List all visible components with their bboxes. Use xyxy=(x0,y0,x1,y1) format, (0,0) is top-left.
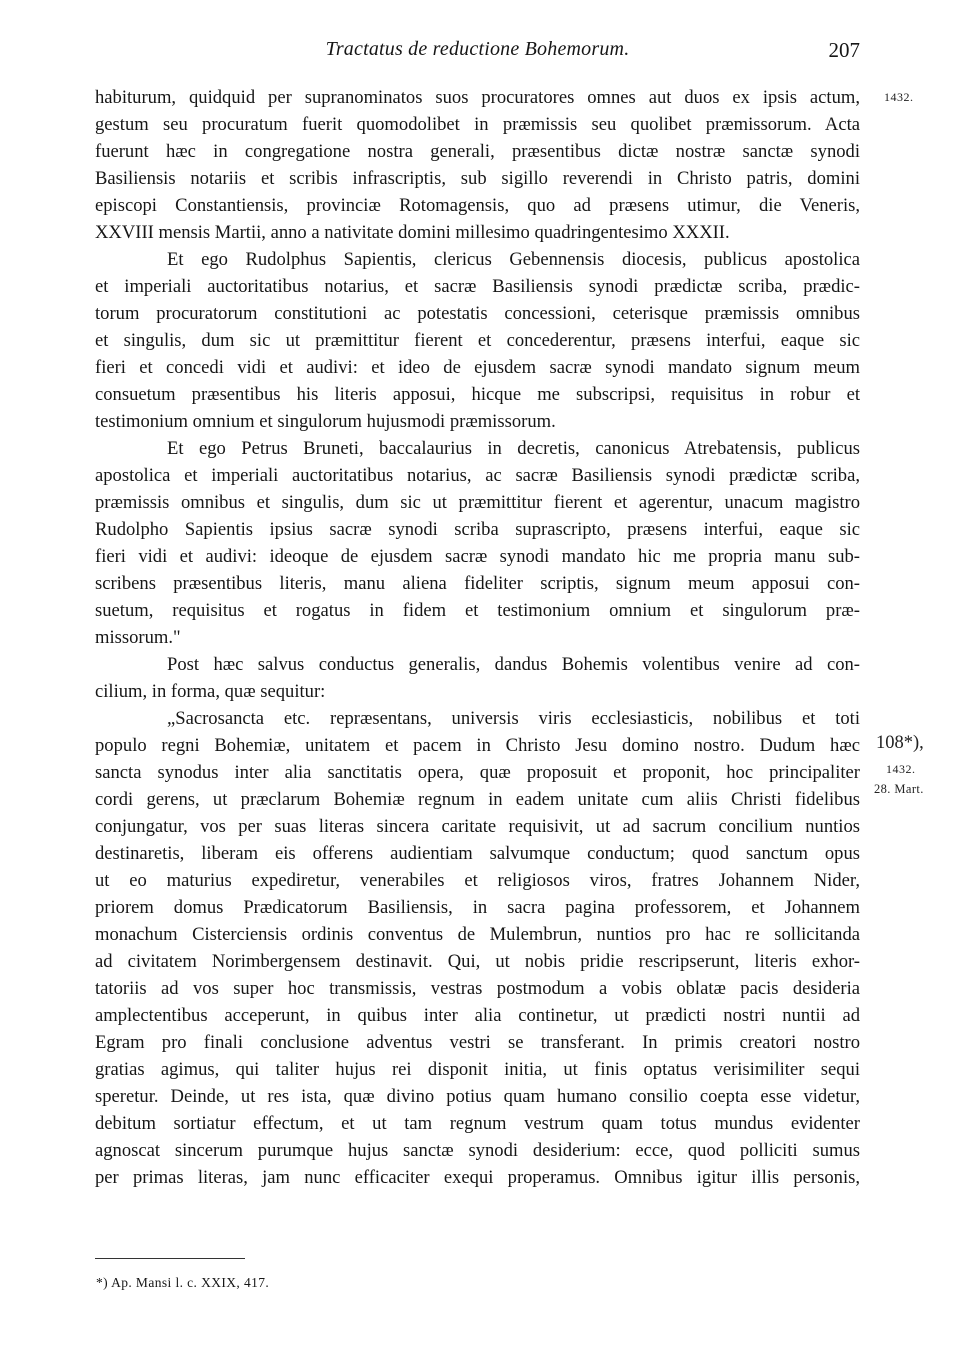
margin-year: 1432. xyxy=(884,90,914,104)
text-line: Egram pro finali conclusione adventus vestri se transferant. In primis creatori nostro xyxy=(95,1032,860,1053)
text-line: consuetum præsentibus his literis apposui, hicque me subscripsi, requisitus in robur et xyxy=(95,384,860,405)
text-line: et imperiali auctoritatibus notarius, et sacræ Basiliensis synodi prædictæ scriba, prædic- xyxy=(95,276,860,297)
running-title: Tractatus de reductione Bohemorum. xyxy=(325,38,630,60)
text-line: episcopi Constantiensis, provinciæ Rotomagensis, quo ad præsens utimur, die Veneris, xyxy=(95,195,860,216)
text-line: conjungatur, vos per suas literas sincera caritate requisivit, ut ad sacrum concilium nuntios xyxy=(95,816,860,837)
text-line: Basiliensis notariis et scribis infrascriptis, sub sigillo reverendi in Christo patris, domini xyxy=(95,168,860,189)
text-line: gratias agimus, qui taliter hujus rei disponit initia, ut finis optatus verisimiliter sequi xyxy=(95,1059,860,1080)
text-line xyxy=(95,1191,860,1218)
text-line: „Sacrosancta etc. repræsentans, universis viris ecclesiasticis, nobilibus et toti xyxy=(167,708,860,729)
text-line: populo regni Bohemiæ, unitatem et pacem in Christo Jesu domino nostro. Dudum hæc xyxy=(95,735,860,756)
page-header xyxy=(95,38,860,68)
text-line: agnoscat sincerum purumque hujus sanctæ synodi desiderium: ecce, quod polliciti sumus xyxy=(95,1140,860,1161)
text-line: fieri vidi et audivi: ideoque de ejusdem sacræ synodi mandato hic me propria manu sub- xyxy=(95,546,860,567)
text-line: scribens præsentibus literis, manu aliena fideliter scriptis, signum meum apposui con- xyxy=(95,573,860,594)
text-line: XXVIII mensis Martii, anno a nativitate domini millesimo quadringentesimo XXXII. xyxy=(95,222,730,243)
text-line: cilium, in forma, quæ sequitur: xyxy=(95,681,326,702)
text-line: debitum sortiatur effectum, et ut tam regnum vestrum quam totus mundus evidenter xyxy=(95,1113,860,1134)
margin-date: 28. Mart. xyxy=(874,782,924,796)
text-line: priorem domus Prædicatorum Basiliensis, in sacra pagina professorem, et Johannem xyxy=(95,897,860,918)
text-line: speretur. Deinde, ut res ista, quæ divino potius quam humano consilio coepta esse videtur, xyxy=(95,1086,860,1107)
text-line: sancta synodus inter alia sanctitatis opera, quæ proposuit et proponit, hoc principaliter xyxy=(95,762,860,783)
text-line: ut eo maturius expediretur, venerabiles et religiosos viros, fratres Johannem Nider, xyxy=(95,870,860,891)
text-line: apostolica et imperiali auctoritatibus notarius, ac sacræ Basiliensis synodi prædictæ scriba, xyxy=(95,465,860,486)
text-line: amplectentibus acceperunt, in quibus inter alia continetur, ut prædicti nostri nuntii ad xyxy=(95,1005,860,1026)
text-line: monachum Cisterciensis ordinis conventus de Mulembrun, nuntios pro hac re sollicitanda xyxy=(95,924,860,945)
text-line: Rudolpho Sapientis ipsius sacræ synodi scriba suprascripto, præsens interfui, eaque sic xyxy=(95,519,860,540)
margin-year-second: 1432. xyxy=(886,762,916,776)
text-line: missorum." xyxy=(95,627,181,648)
text-line: Et ego Rudolphus Sapientis, clericus Gebennensis diocesis, publicus apostolica xyxy=(167,249,860,270)
text-line: ad civitatem Norimbergensem destinavit. Qui, ut nobis pridie rescripserunt, literis exhor- xyxy=(95,951,860,972)
text-line: suetum, requisitus et rogatus in fidem et testimonium omnium et singulorum præ- xyxy=(95,600,860,621)
text-line: per primas literas, jam nunc efficaciter exequi properamus. Omnibus igitur illis personis, xyxy=(95,1167,860,1188)
text-line: præmissis omnibus et singulis, dum sic ut præmittitur fierent et agerentur, unacum magistro xyxy=(95,492,860,513)
text-line: fuerunt hæc in congregatione nostra generali, præsentibus dictæ nostræ sanctæ synodi xyxy=(95,141,860,162)
page-number: 207 xyxy=(828,38,860,62)
text-line: testimonium omnium et singulorum hujusmodi præmissorum. xyxy=(95,411,556,432)
text-line: gestum seu procuratum fuerit quomodolibet in præmissis seu quolibet præmissorum. Acta xyxy=(95,114,860,135)
text-line: destinaretis, liberam eis offerens audientiam salvumque conductum; quod sanctum opus xyxy=(95,843,860,864)
body-text xyxy=(95,84,860,1218)
text-line: fieri et concedi vidi et audivi: et ideo de ejusdem sacræ synodi mandato signum meum xyxy=(95,357,860,378)
text-line: et singulis, dum sic ut præmittitur fierent et concederentur, præsens interfui, eaque sic xyxy=(95,330,860,351)
text-line: Et ego Petrus Bruneti, baccalaurius in decretis, canonicus Atrebatensis, publicus xyxy=(167,438,860,459)
text-line: habiturum, quidquid per supranominatos suos procuratores omnes aut duos ex ipsis actum, xyxy=(95,87,860,108)
footnote-divider xyxy=(95,1258,245,1259)
text-line: torum procuratorum constitutioni ac potestatis concessioni, ceterisque præmissis omnibus xyxy=(95,303,860,324)
text-line: cordi gerens, ut præclarum Bohemiæ regnum in eadem unitate cum aliis Christi fidelibus xyxy=(95,789,860,810)
text-line: Post hæc salvus conductus generalis, dandus Bohemis volentibus venire ad con- xyxy=(167,654,860,675)
footnote: *) Ap. Mansi l. c. XXIX, 417. xyxy=(96,1275,270,1290)
text-line: tatoriis ad vos super hoc transmissis, vestras postmodum a vobis oblatæ pacis desideria xyxy=(95,978,860,999)
margin-document-number: 108*), xyxy=(876,733,924,753)
